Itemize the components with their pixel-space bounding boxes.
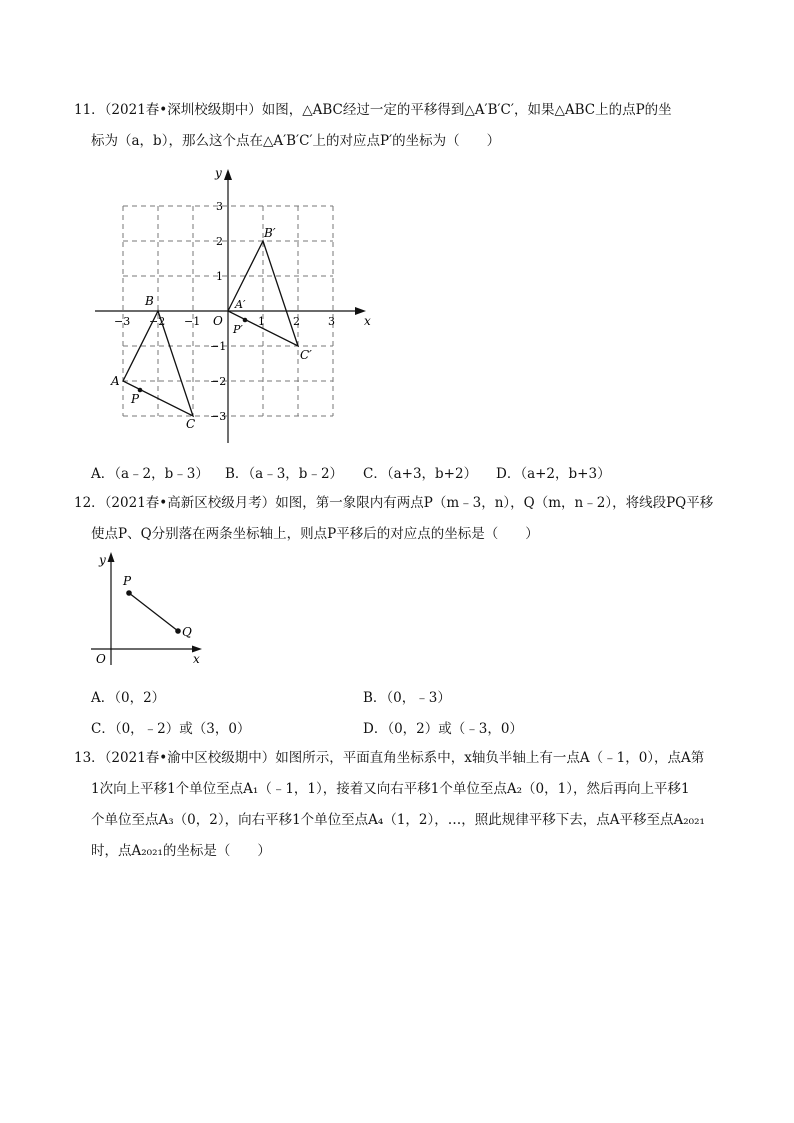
label-p1: P′ xyxy=(233,323,243,336)
y-axis-arrow xyxy=(224,169,232,180)
label-a: A xyxy=(111,374,120,388)
question-12-line-1: 12．（2021春•高新区校级月考）如图，第一象限内有两点P（m﹣3，n），Q（m，n﹣2），将线段PQ平移 xyxy=(74,495,714,511)
option-c: C．（0，﹣2）或（3，0） xyxy=(91,721,251,737)
option-c: C．（a+3，b+2） xyxy=(363,466,478,482)
point-p xyxy=(126,590,132,596)
y-tick: 1 xyxy=(216,270,223,283)
origin-label: O xyxy=(96,652,106,666)
label-q: Q xyxy=(182,625,192,639)
question-11-line-1: 11．（2021春•深圳校级期中）如图，△ABC经过一定的平移得到△A′B′C′，如果△ABC上的点P的坐 xyxy=(74,102,672,118)
y-tick: 2 xyxy=(216,235,223,248)
x-axis-label: x xyxy=(364,314,371,328)
segment-pq xyxy=(129,593,178,631)
x-tick: −3 xyxy=(114,315,131,328)
question-12 xyxy=(74,488,724,550)
question-12-line-2: 使点P、Q分别落在两条坐标轴上，则点P平移后的对应点的坐标是（ ） xyxy=(91,526,539,542)
question-13-line-2: 1次向上平移1个单位至点A₁（﹣1，1），接着又向右平移1个单位至点A₂（0，1），然后再向上平移1 xyxy=(91,781,690,797)
question-11 xyxy=(74,95,724,157)
question-13 xyxy=(74,743,724,867)
x-tick: 3 xyxy=(328,315,335,328)
x-tick: −1 xyxy=(184,315,201,328)
y-axis-arrow xyxy=(108,552,115,562)
option-a: A．（0，2） xyxy=(91,690,166,706)
label-b1: B′ xyxy=(264,226,276,240)
question-13-line-3: 个单位至点A₃（0，2），向右平移1个单位至点A₄（1，2），…，照此规律平移下去，点A平移至点A₂₀₂₁ xyxy=(91,812,705,828)
x-axis-label: x xyxy=(193,652,200,666)
label-a1: A′ xyxy=(235,298,246,311)
question-13-line-4: 时，点A₂₀₂₁的坐标是（ ） xyxy=(91,843,271,859)
option-b: B．（0，﹣3） xyxy=(363,690,451,706)
question-11-figure xyxy=(90,165,390,455)
y-tick: −1 xyxy=(210,340,227,353)
origin-label: O xyxy=(213,314,223,328)
point-q xyxy=(175,628,181,634)
question-13-line-1: 13．（2021春•渝中区校级期中）如图所示，平面直角坐标系中，x轴负半轴上有一点A（﹣1，0），点A第 xyxy=(74,750,705,766)
option-b: B．（a﹣3，b﹣2） xyxy=(225,466,344,482)
question-11-line-2: 标为（a，b），那么这个点在△A′B′C′上的对应点P′的坐标为（ ） xyxy=(91,133,501,149)
y-axis-label: y xyxy=(99,553,106,567)
label-c: C xyxy=(186,417,196,431)
y-tick: −2 xyxy=(210,375,227,388)
x-tick: 1 xyxy=(258,315,265,328)
x-tick: 2 xyxy=(293,315,300,328)
label-b: B xyxy=(145,294,154,308)
option-a: A．（a﹣2，b﹣3） xyxy=(91,466,209,482)
label-c1: C′ xyxy=(300,348,312,362)
label-p: P xyxy=(123,574,132,588)
y-tick: −3 xyxy=(210,410,227,423)
question-12-figure xyxy=(86,550,216,670)
y-axis-label: y xyxy=(215,166,222,180)
label-p: P xyxy=(131,392,140,406)
point-p1 xyxy=(243,318,248,323)
option-d: D．（0，2）或（﹣3，0） xyxy=(363,721,523,737)
option-d: D．（a+2，b+3） xyxy=(496,466,611,482)
y-tick: 3 xyxy=(216,200,223,213)
x-tick: −2 xyxy=(149,315,166,328)
